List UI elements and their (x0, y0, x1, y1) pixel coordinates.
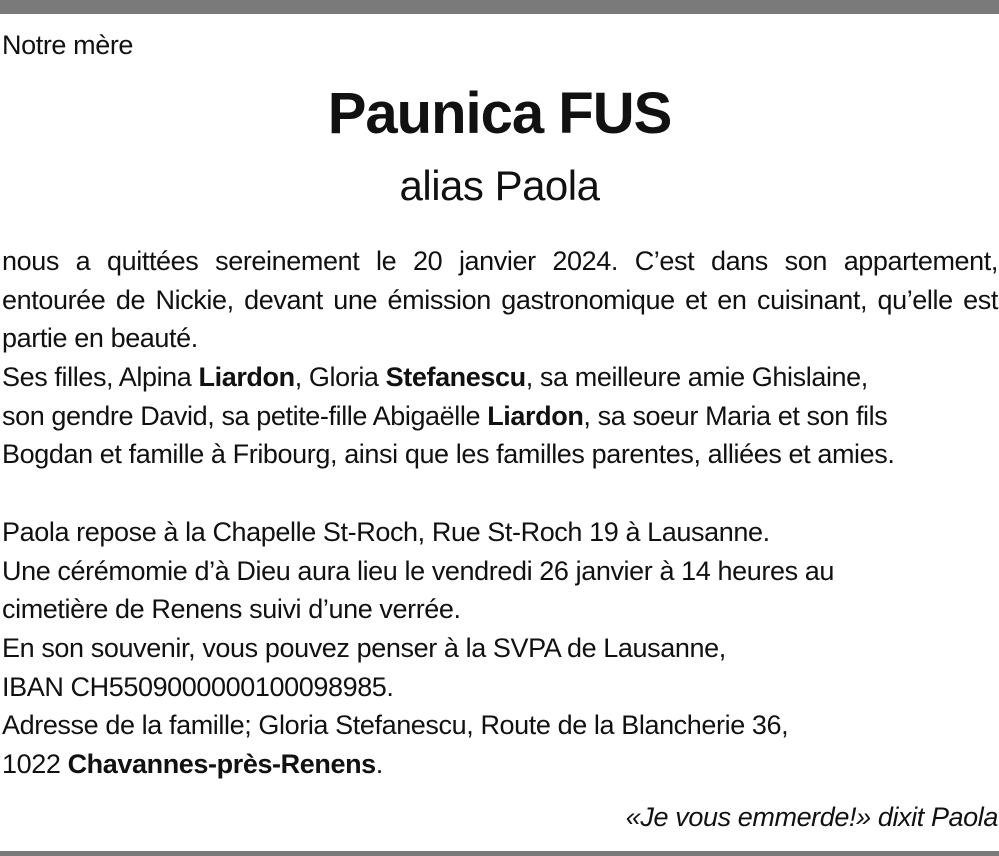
announcement-paragraph: nous a quittées sereinement le 20 janvier 2024. C’est dans son appartement, entourée de Nickie, devant une émission gastronomique et en cuisinant, qu’elle est partie en beauté. (2, 246, 998, 354)
family-line-3: Bogdan et famille à Fribourg, ainsi que les familles parentes, alliées et amies. (2, 439, 895, 470)
details-line-5: IBAN CH5509000000100098985. (2, 671, 394, 702)
alias-line: alias Paola (399, 162, 600, 209)
family-line-1: Ses filles, Alpina Liardon, Gloria Stefanescu, sa meilleure amie Ghislaine, (2, 362, 868, 392)
details-line-4: En son souvenir, vous pouvez penser à la SVPA de Lausanne, (2, 632, 726, 663)
intro-text: Notre mère (2, 30, 134, 60)
top-border-bar (0, 0, 999, 14)
closing-quote: «Je vous emmerde!» dixit Paola (625, 802, 998, 832)
deceased-name: Paunica FUS (327, 81, 672, 146)
bottom-border-bar (0, 851, 999, 856)
details-line-7: 1022 Chavannes-près-Renens. (2, 749, 383, 779)
details-line-3: cimetière de Renens suivi d’une verrée. (2, 594, 461, 625)
family-line-2: son gendre David, sa petite-fille Abigaëlle Liardon, sa soeur Maria et son fils (2, 400, 888, 431)
details-line-2: Une cérémomie d’à Dieu aura lieu le vendredi 26 janvier à 14 heures au (2, 555, 835, 586)
details-line-1: Paola repose à la Chapelle St-Roch, Rue St-Roch 19 à Lausanne. (2, 516, 770, 547)
details-line-6: Adresse de la famille; Gloria Stefanescu, Route de la Blancherie 36, (2, 710, 789, 741)
